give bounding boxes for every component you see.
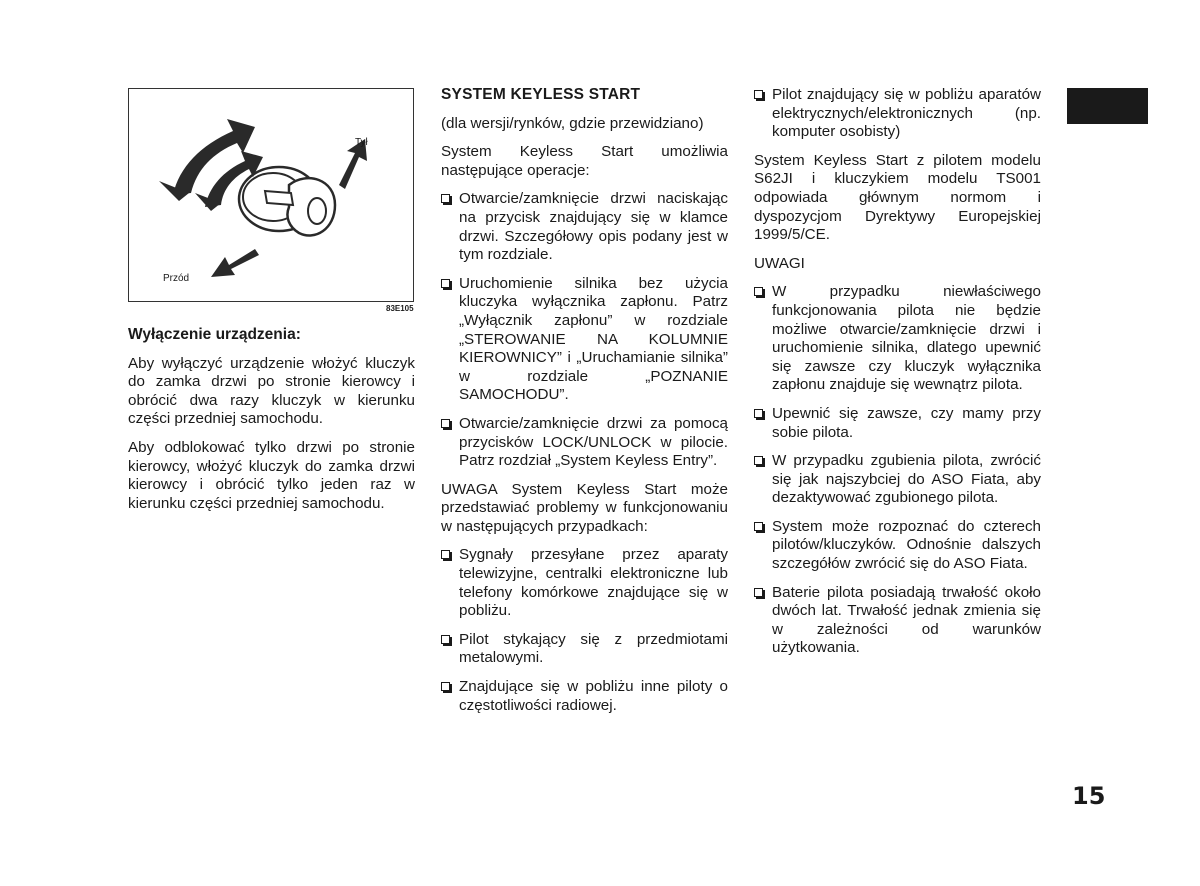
bullet-box-icon xyxy=(754,409,763,418)
bullet-box-icon xyxy=(754,588,763,597)
middle-column xyxy=(441,86,728,725)
list-item xyxy=(441,678,728,715)
list-item xyxy=(754,86,1041,142)
bullet-box-icon xyxy=(441,279,450,288)
section-heading: Wyłączenie urządzenia: xyxy=(128,326,301,343)
bullet-box-icon xyxy=(754,287,763,296)
figure-code: 83E105 xyxy=(386,304,414,313)
list-item-text: Upewnić się zawsze, czy mamy przy sobie pilota. xyxy=(772,404,1041,441)
intro-paragraph: System Keyless Start umożliwia następujące operacje: xyxy=(441,143,728,179)
list-item xyxy=(754,518,1041,574)
list-item xyxy=(754,283,1041,395)
list-item xyxy=(441,190,728,264)
list-item-text: System może rozpoznać do czterech pilotów/kluczyków. Odnośnie dalszych szczegółów zwrócić się do ASO Fiata. xyxy=(772,517,1041,573)
paragraph: System Keyless Start z pilotem modelu S62JI i kluczykiem modelu TS001 odpowiada głównym normom i dyspozycjom Dyrektywy Europejskiej 1999/5/CE. xyxy=(754,151,1041,244)
warning-paragraph: UWAGA System Keyless Start może przedstawiać problemy w funkcjonowaniu w następujących przypadkach: xyxy=(441,480,728,535)
front-arrow-icon xyxy=(211,249,259,277)
bullet-box-icon xyxy=(441,682,450,691)
key-icon xyxy=(287,178,335,235)
paragraph: Aby wyłączyć urządzenie włożyć kluczyk do zamka drzwi po stronie kierowcy i obrócić dwa razy kluczyk w kierunku części przedniej samochodu. xyxy=(128,354,415,428)
list-item-text: Otwarcie/zamknięcie drzwi naciskając na przycisk znajdujący się w klamce drzwi. Szczegółowy opis podany jest w tym rozdziale. xyxy=(459,190,728,264)
list-item-text: W przypadku niewłaściwego funkcjonowania pilota nie będzie możliwe otwarcie/zamknięcie drzwi i uruchomienie silnika, dlatego upewnić się zawsze czy kluczyk wyłącznika zapłonu znajduje się wewnątrz pilota. xyxy=(772,283,1041,394)
list-item xyxy=(754,584,1041,658)
bullet-box-icon xyxy=(441,550,450,559)
list-item-text: Sygnały przesyłane przez aparaty telewizyjne, centralki elektroniczne lub telefony komórkowe znajdujące się w pobliżu. xyxy=(459,546,728,620)
list-item-text: Baterie pilota posiadają trwałość około dwóch lat. Trwałość jednak zmienia się w zależności od warunków użytkowania. xyxy=(772,583,1041,657)
section-title: SYSTEM KEYLESS START xyxy=(441,86,641,103)
list-item xyxy=(441,546,728,620)
key-lock-illustration xyxy=(128,88,414,302)
bullet-box-icon xyxy=(441,419,450,428)
list-item-text: Uruchomienie silnika bez użycia kluczyka wyłącznika zapłonu. Patrz „Wyłącznik zapłonu” w rozdziale „STEROWANIE NA KOLUMNIE KIEROWNICY” i „Uruchamianie silnika” w rozdziale „POZNANIE SAMOCHODU”. xyxy=(459,274,728,404)
list-item xyxy=(441,631,728,668)
bullet-box-icon xyxy=(754,90,763,99)
left-column xyxy=(128,326,415,523)
page-number: 15 xyxy=(1072,782,1106,810)
section-subtitle: (dla wersji/rynków, gdzie przewidziano) xyxy=(441,114,704,132)
chapter-tab xyxy=(1067,88,1148,124)
list-item-text: Pilot znajdujący się w pobliżu aparatów elektrycznych/elektronicznych (np. komputer osobisty) xyxy=(772,86,1041,141)
label-back: Tył xyxy=(355,137,368,148)
list-item-text: Znajdujące się w pobliżu inne piloty o częstotliwości radiowej. xyxy=(459,678,728,714)
right-column xyxy=(754,86,1041,668)
list-item-text: Pilot stykający się z przedmiotami metalowymi. xyxy=(459,630,728,667)
list-item xyxy=(754,452,1041,508)
label-front: Przód xyxy=(163,273,190,284)
list-item xyxy=(441,275,728,405)
bullet-box-icon xyxy=(754,456,763,465)
list-item-text: W przypadku zgubienia pilota, zwrócić się jak najszybciej do ASO Fiata, aby dezaktywować zgubionego pilota. xyxy=(772,452,1041,507)
notes-heading: UWAGI xyxy=(754,254,805,272)
bullet-box-icon xyxy=(441,194,450,203)
list-item xyxy=(441,415,728,471)
paragraph: Aby odblokować tylko drzwi po stronie kierowcy, włożyć kluczyk do zamka drzwi kierowcy i obrócić tylko jeden raz w kierunku części przedniej samochodu. xyxy=(128,438,415,512)
list-item xyxy=(754,405,1041,442)
bullet-box-icon xyxy=(441,635,450,644)
list-item-text: Otwarcie/zamknięcie drzwi za pomocą przycisków LOCK/UNLOCK w pilocie. Patrz rozdział „System Keyless Entry”. xyxy=(459,414,728,470)
bullet-box-icon xyxy=(754,522,763,531)
key-rotation-diagram xyxy=(129,89,413,301)
